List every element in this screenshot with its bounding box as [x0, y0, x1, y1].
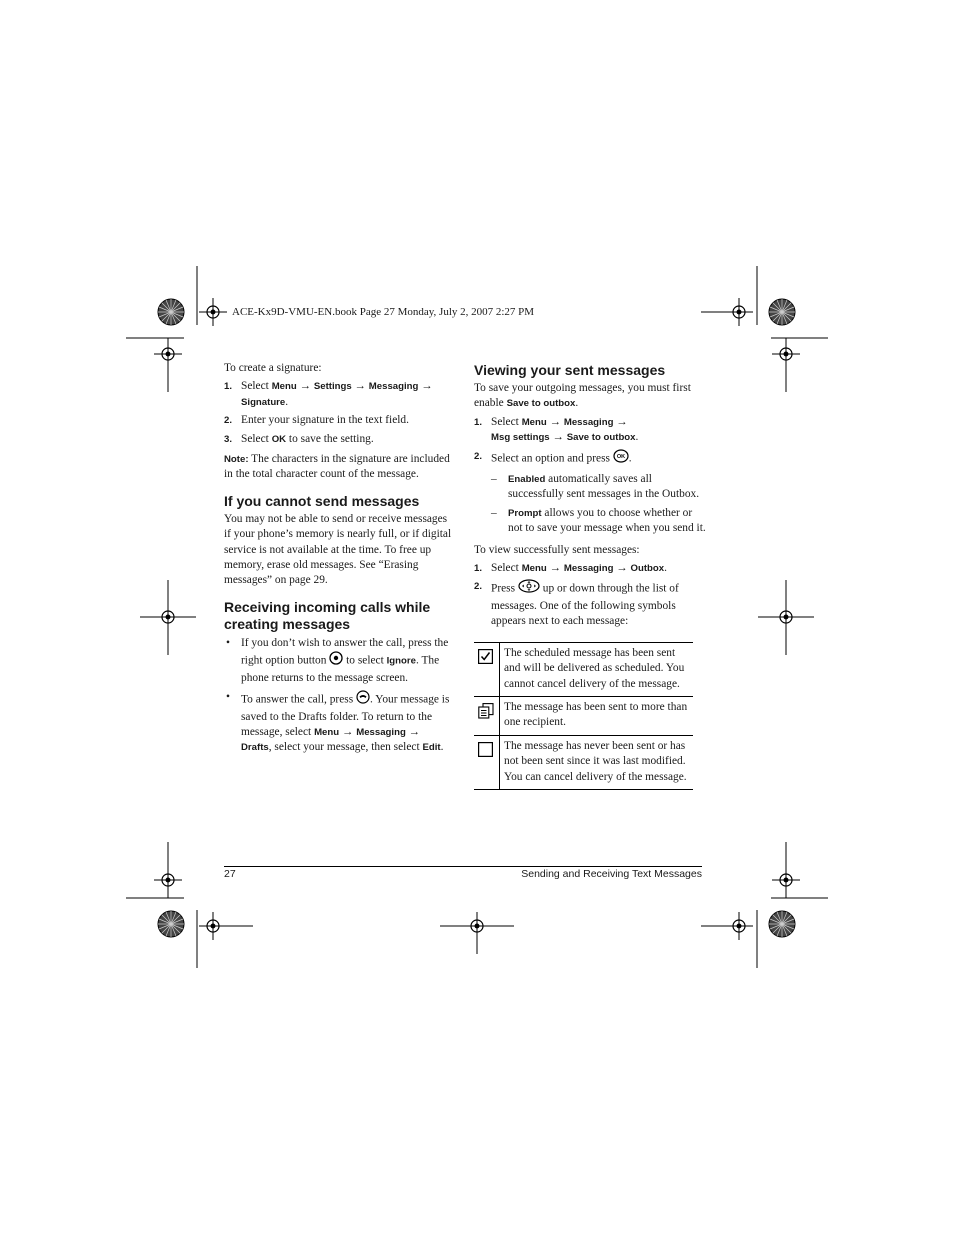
outbox-step-2: 2. Select an option and press OK .: [474, 449, 706, 468]
left-column: [224, 361, 454, 756]
book-info-header: ACE-Kx9D-VMU-EN.book Page 27 Monday, July 2, 2007 2:27 PM: [232, 306, 535, 318]
footer-rule: [224, 866, 702, 867]
signature-intro: To create a signature:: [224, 362, 322, 374]
symbols-table: [474, 642, 693, 790]
cannot-send-body: You may not be able to send or receive messages if your phone’s memory is nearly full, or if digital service is not available at the time. To free up memory, erase old messages. See “Erasing messages” on page 29.: [224, 512, 452, 587]
signature-step-1: 1. Select Menu → Settings → Messaging → Signature.: [224, 380, 433, 408]
symbol-row: [474, 642, 693, 696]
signature-note: Note: The characters in the signature are included in the total character count of the message.: [224, 453, 450, 481]
navigation-key-icon: [518, 579, 540, 598]
svg-text:OK: OK: [616, 453, 625, 460]
symbol-description: The scheduled message has been sent and will be delivered as scheduled. You cannot cancel delivery of the message.: [500, 642, 694, 696]
menu-keyword: Menu: [271, 381, 297, 393]
incoming-bullet-ignore: • If you don’t wish to answer the call, press the right option button to select Ignore. The phone returns to the message screen.: [226, 636, 449, 684]
scheduled-check-icon: [478, 649, 493, 669]
right-option-button-icon: [329, 651, 343, 670]
signature-step-2: 2. Enter your signature in the text field.: [224, 414, 409, 427]
view-sent-intro: To view successfully sent messages:: [474, 543, 640, 556]
heading-incoming-calls: Receiving incoming calls while creating messages: [224, 598, 431, 632]
talk-key-icon: [356, 690, 370, 709]
view-step-2: 2. Press up or down through the list of messages. One of the following symbols appears next to each message:: [474, 581, 679, 628]
heading-cannot-send: If you cannot send messages: [224, 492, 420, 509]
multiple-recipients-icon: [478, 703, 494, 724]
symbol-row: [474, 696, 693, 735]
outbox-step-1: 1. Select Menu → Messaging → Msg settings → Save to outbox.: [474, 415, 639, 444]
page-number: 27: [224, 868, 236, 880]
incoming-bullet-answer: • To answer the call, press . Your message is saved to the Drafts folder. To return to the message, select Menu → Messaging → Drafts, select your message, then select Edit.: [226, 691, 450, 754]
chapter-title: Sending and Receiving Text Messages: [521, 868, 702, 880]
symbol-description: The message has been sent to more than one recipient.: [500, 696, 694, 735]
option-prompt: – Prompt allows you to choose whether or not to save your message when you send it.: [491, 506, 706, 535]
right-column: [474, 362, 706, 790]
unsent-empty-box-icon: [478, 742, 493, 762]
option-enabled: – Enabled automatically saves all successfully sent messages in the Outbox.: [491, 473, 700, 501]
outbox-intro: To save your outgoing messages, you must first enable Save to outbox.: [474, 382, 691, 410]
view-step-1: 1. Select Menu → Messaging → Outbox.: [474, 562, 667, 575]
symbol-row: [474, 735, 693, 789]
signature-step-3: 3. Select OK to save the setting.: [224, 432, 374, 445]
ok-key-icon: [613, 449, 629, 468]
heading-viewing-sent: Viewing your sent messages: [474, 362, 666, 378]
symbol-description: The message has never been sent or has not been sent since it was last modified. You can cancel delivery of the message.: [500, 735, 694, 789]
